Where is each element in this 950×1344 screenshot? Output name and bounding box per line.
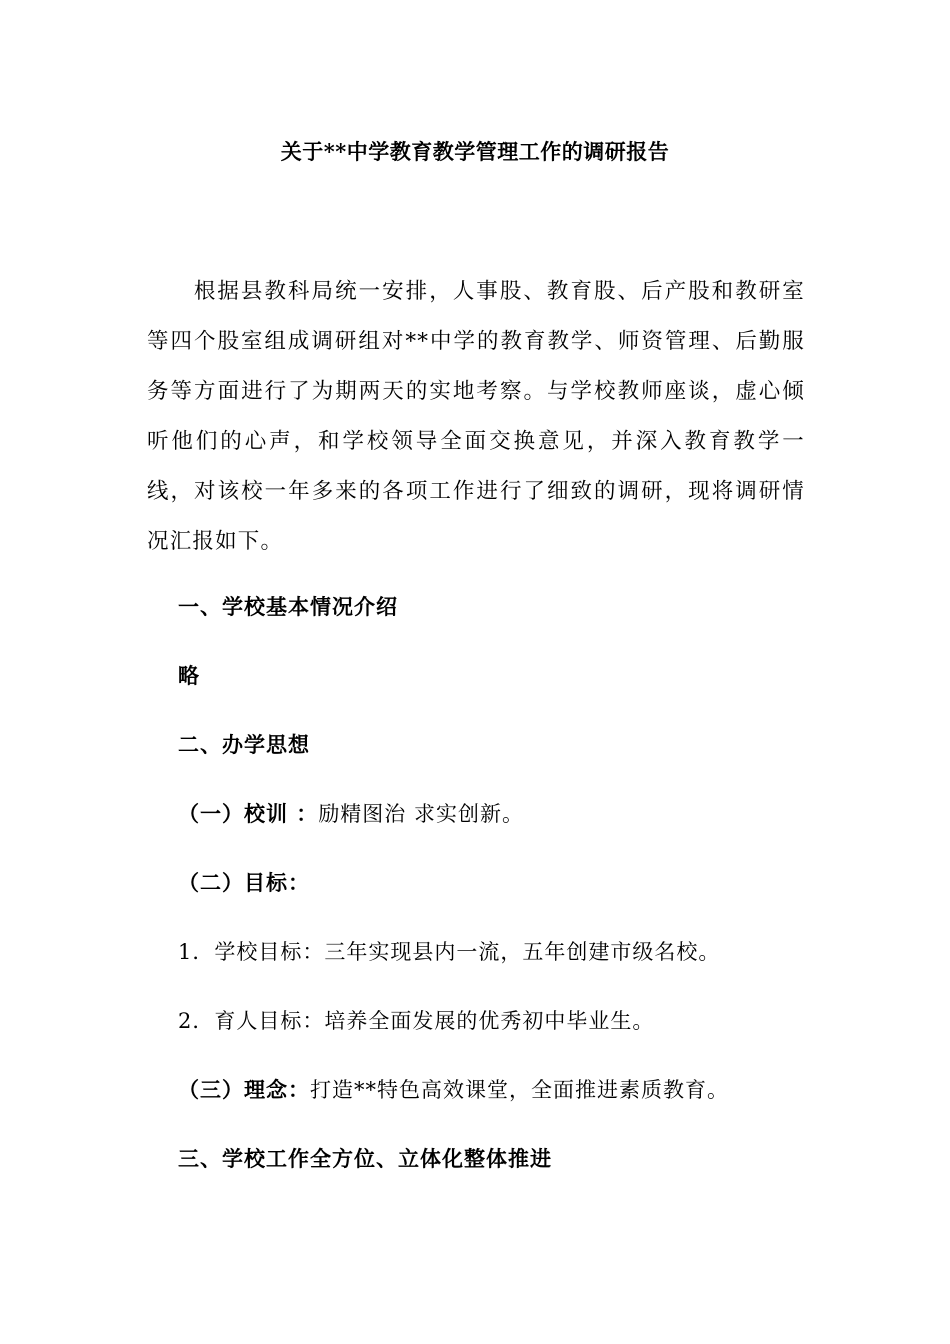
intro-paragraph	[147, 267, 805, 567]
intro-text: 根据县教科局统一安排，人事股、教育股、后产股和教研室等四个股室组成调研组对**中学的教育教学、师资管理、后勤服务等方面进行了为期两天的实地考察。与学校教师座谈，虚心倾听他们的心声，和学校领导全面交换意见，并深入教育教学一线，对该校一年多来的各项工作进行了细致的调研，现将调研情况汇报如下。	[147, 279, 805, 554]
motto-line	[178, 797, 524, 831]
concept-line	[178, 1073, 729, 1107]
motto-text: 励精图治 求实创新。	[318, 802, 524, 826]
concept-text: 打造**特色高效课堂，全面推进素质教育。	[310, 1078, 729, 1102]
section-1-heading: 一、学校基本情况介绍	[178, 594, 398, 619]
motto-label: （一）校训 ：	[178, 801, 319, 826]
concept-label: （三）理念：	[178, 1077, 310, 1102]
goal-2: 2．育人目标：培养全面发展的优秀初中毕业生。	[178, 1009, 655, 1033]
document-title: 关于**中学教育教学管理工作的调研报告	[280, 139, 670, 164]
section-3-heading: 三、学校工作全方位、立体化整体推进	[178, 1146, 552, 1171]
section-2-heading: 二、办学思想	[178, 732, 310, 757]
section-1-body: 略	[178, 663, 200, 688]
goal-1: 1．学校目标：三年实现县内一流，五年创建市级名校。	[178, 940, 721, 964]
goals-heading: （二）目标：	[178, 870, 310, 895]
